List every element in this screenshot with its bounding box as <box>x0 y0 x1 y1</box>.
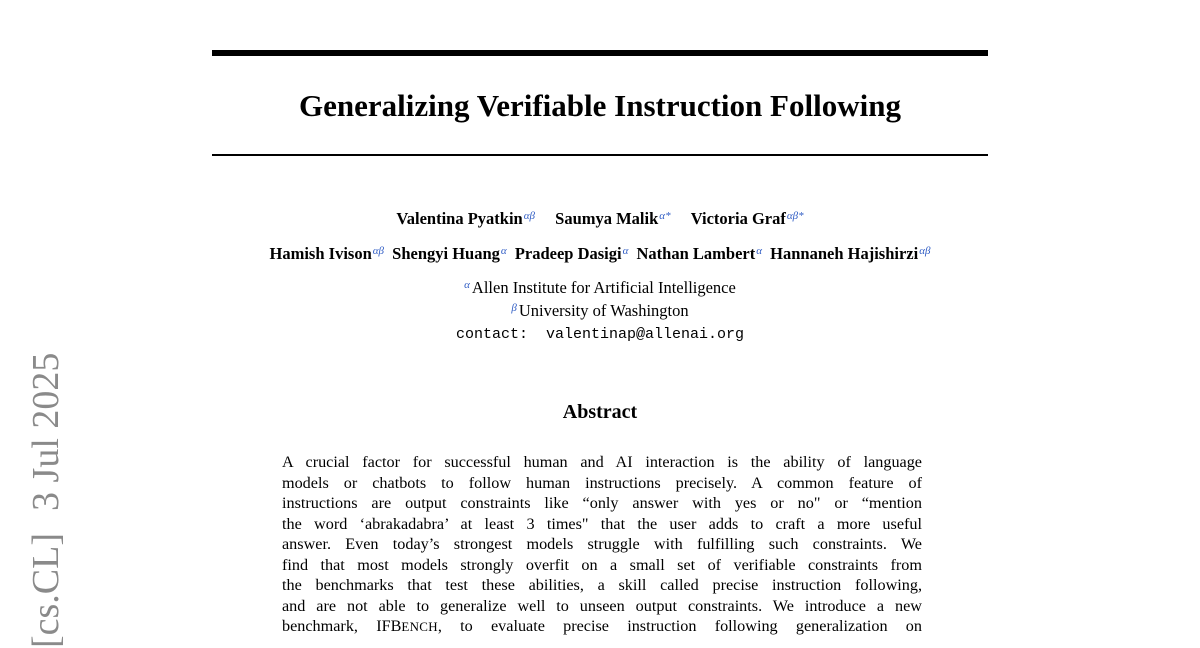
abstract-line: and are not able to generalize well to unseen output constraints. We introduce a new <box>282 596 922 615</box>
benchmark-name-smallcaps: ENCH <box>401 619 438 634</box>
arxiv-category: [cs.CL] <box>25 532 67 648</box>
affiliation-name: Allen Institute for Artificial Intelligence <box>471 278 736 297</box>
affiliation-allen-ai <box>0 278 1200 298</box>
abstract-line: the word ‘abrakadabra’ at least 3 times" that the user adds to craft a more useful <box>282 514 922 533</box>
author-affiliation-mark: α <box>500 245 507 257</box>
author-name: Victoria Graf <box>690 209 786 228</box>
author-affiliation-mark: αβ <box>523 210 536 222</box>
author-name: Hannaneh Hajishirzi <box>770 244 919 263</box>
affiliation-name: University of Washington <box>518 301 689 320</box>
author-affiliation-mark: αβ <box>372 245 385 257</box>
author <box>555 209 670 228</box>
author-line-2 <box>0 244 1200 264</box>
author-affiliation-mark: α <box>756 245 763 257</box>
author-name: Saumya Malik <box>555 209 659 228</box>
author <box>637 244 763 263</box>
contact-email: contact: valentinap@allenai.org <box>455 326 745 343</box>
author-line-1 <box>0 209 1200 229</box>
abstract-body <box>282 452 922 638</box>
author-name: Nathan Lambert <box>636 244 756 263</box>
author <box>396 209 535 228</box>
author-affiliation-mark: αβ* <box>786 210 804 222</box>
arxiv-date: 3 Jul 2025 <box>25 352 67 511</box>
affiliation-mark: β <box>511 302 517 314</box>
abstract-line: A crucial factor for successful human and AI interaction is the ability of language <box>282 453 922 471</box>
abstract-line: instructions are output constraints like “only answer with yes or no" or “mention <box>282 494 922 512</box>
affiliation-uw <box>0 301 1200 321</box>
affiliation-mark: α <box>464 279 470 291</box>
abstract-line: the benchmarks that test these abilities, a skill called precise instruction following, <box>282 576 922 594</box>
abstract-line: models or chatbots to follow human instructions precisely. A common feature of <box>282 473 922 492</box>
author-name: Valentina Pyatkin <box>396 209 523 228</box>
author-name: Pradeep Dasigi <box>514 244 622 263</box>
abstract-line: answer. Even today’s strongest models struggle with fulfilling such constraints. We <box>282 535 922 553</box>
arxiv-side-stamp <box>26 331 66 648</box>
author <box>270 244 385 263</box>
author-affiliation-mark: α* <box>659 210 671 222</box>
title-bottom-rule <box>212 154 988 156</box>
author <box>770 244 930 263</box>
author <box>515 244 629 263</box>
abstract-line: benchmark, IFBENCH, to evaluate precise instruction following generalization on <box>282 617 922 635</box>
paper-title: Generalizing Verifiable Instruction Following <box>299 88 901 123</box>
author-name: Hamish Ivison <box>269 244 372 263</box>
author-affiliation-mark: α <box>622 245 629 257</box>
author-name: Shengyi Huang <box>392 244 500 263</box>
abstract-line: find that most models strongly overfit on a small set of verifiable constraints from <box>282 555 922 574</box>
author <box>392 244 507 263</box>
author <box>691 209 804 228</box>
abstract-heading: Abstract <box>562 401 638 423</box>
author-affiliation-mark: αβ <box>919 245 931 257</box>
title-top-rule <box>212 50 988 56</box>
